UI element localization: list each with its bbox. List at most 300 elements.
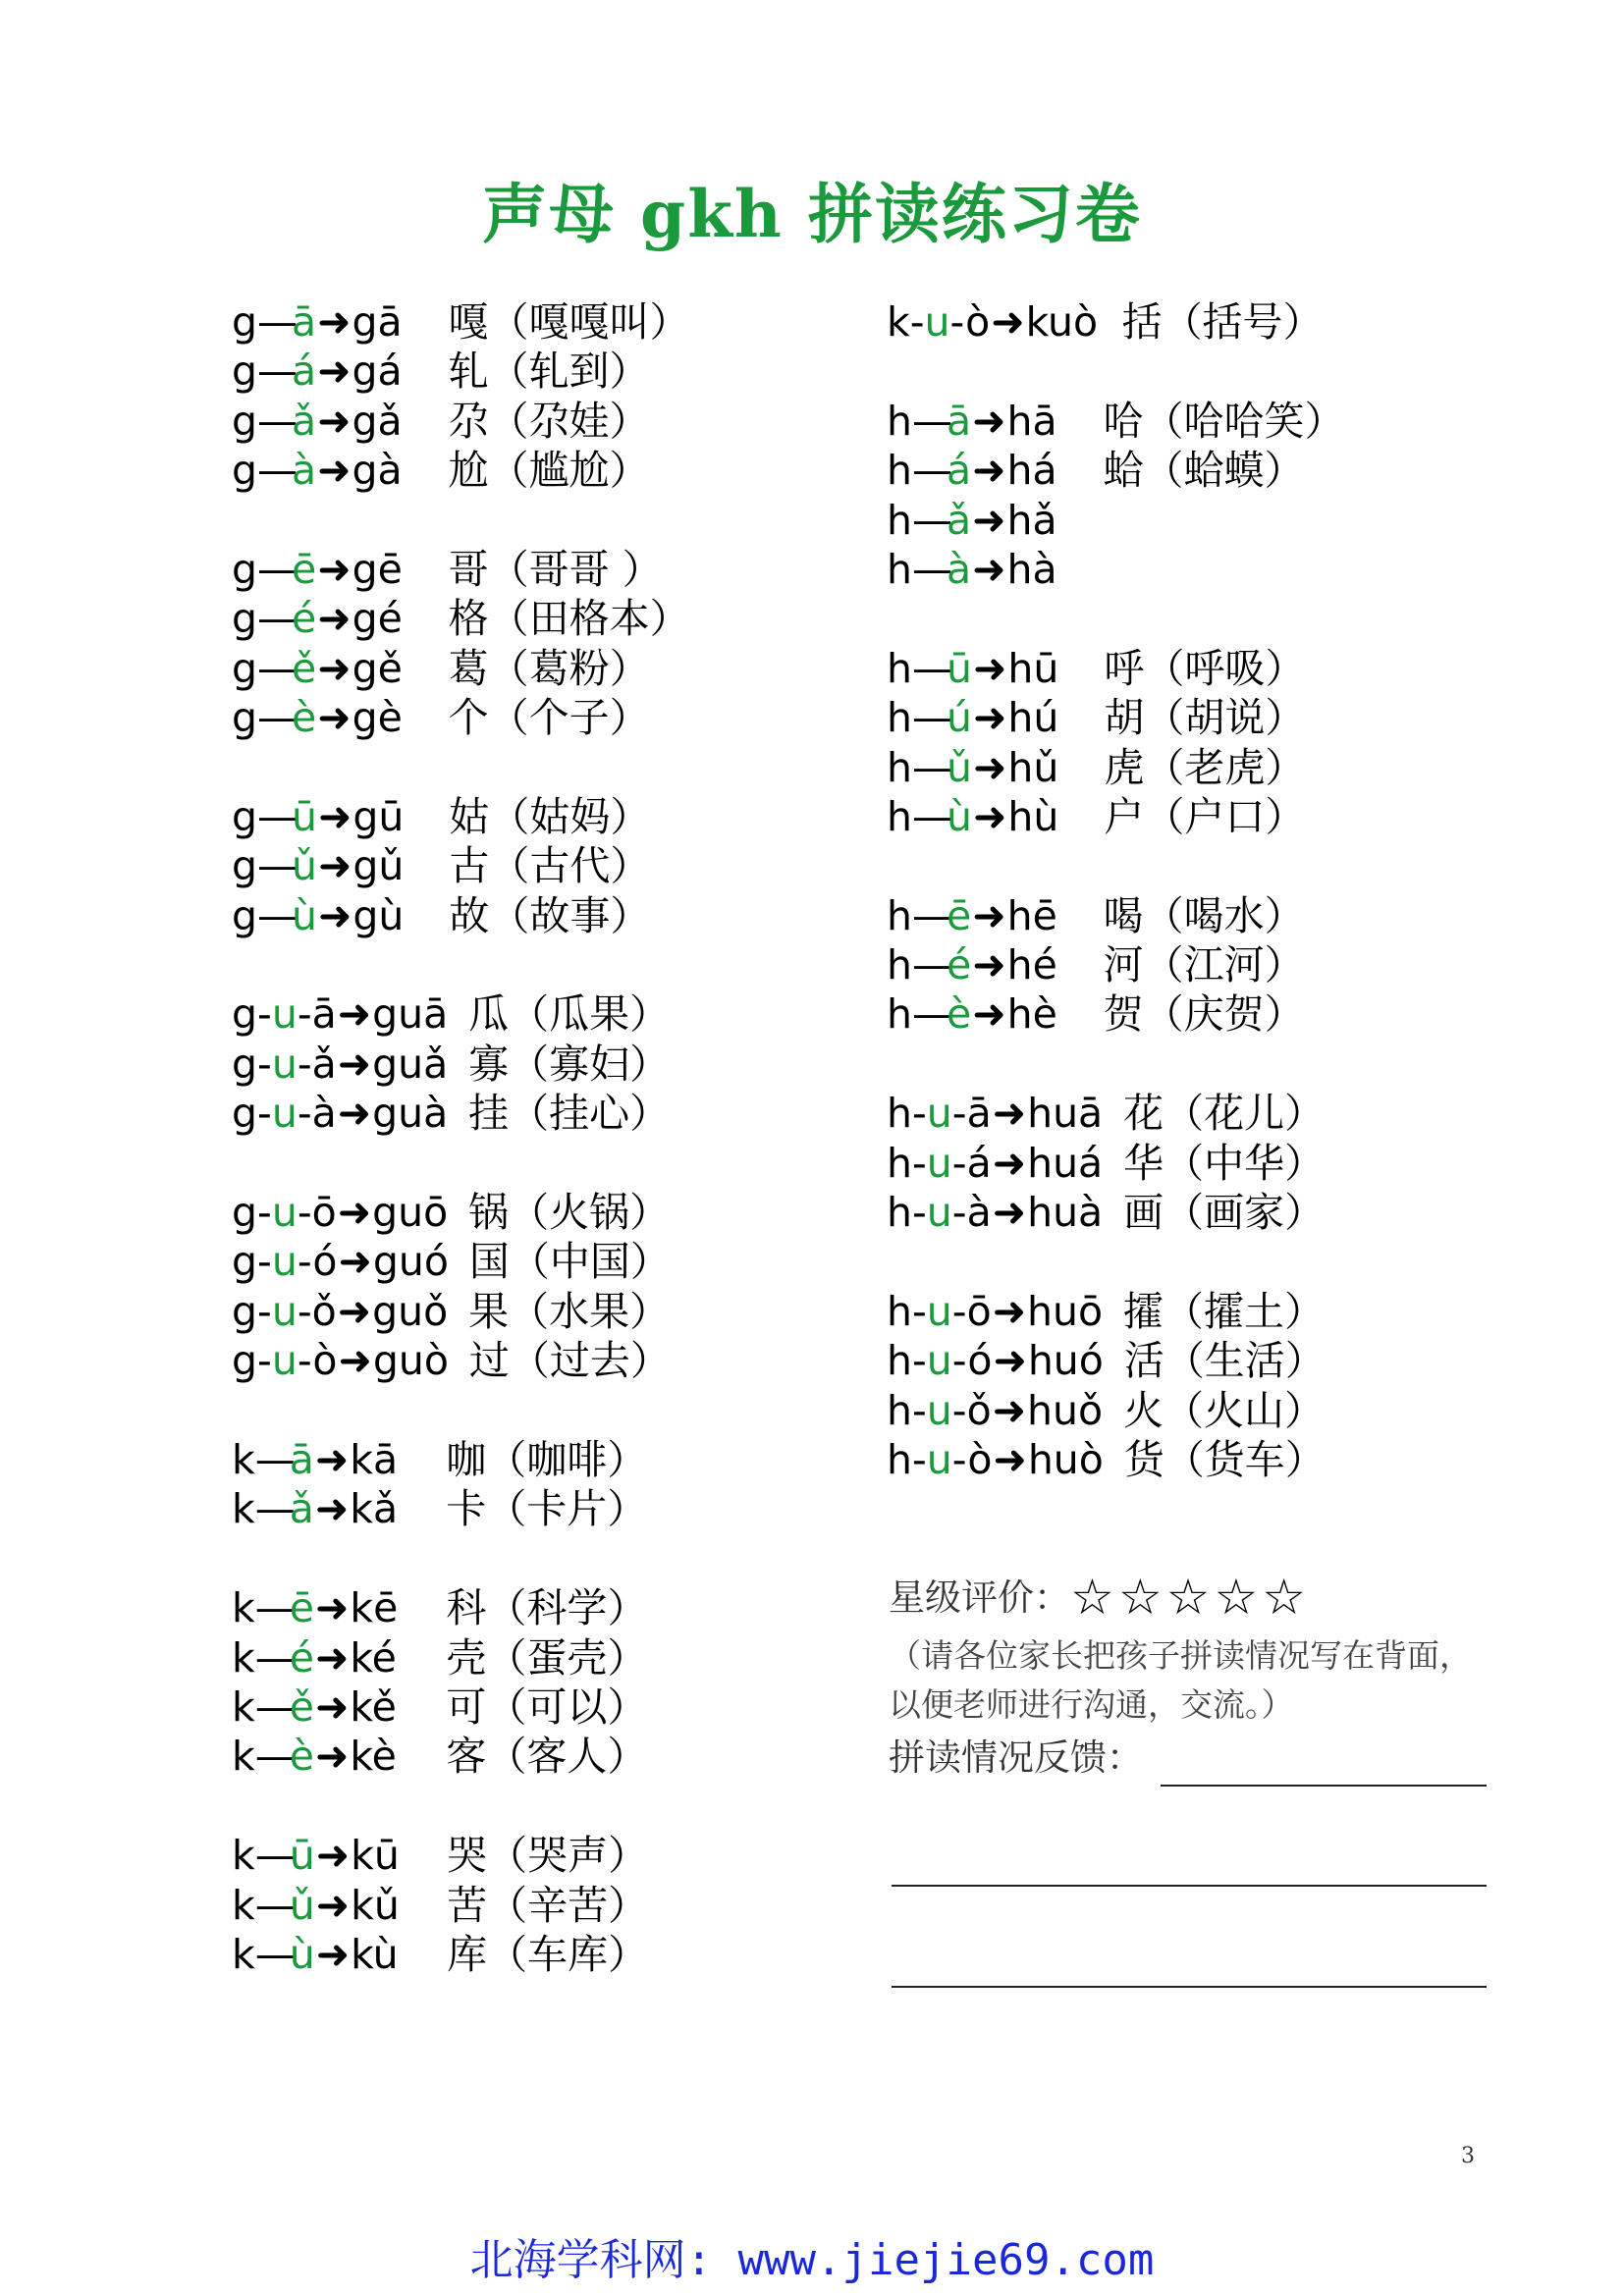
- pinyin-row: [232, 1336, 690, 1385]
- character: 故: [449, 891, 490, 939]
- final: ā: [966, 1090, 992, 1138]
- syllable: huà: [1027, 1189, 1104, 1237]
- example-word: （车库）: [487, 1930, 649, 1978]
- example-word: （蛋壳）: [486, 1633, 648, 1682]
- arrow-icon: ➜: [318, 891, 352, 939]
- pinyin-row: [887, 1089, 1344, 1138]
- example-word: （嘎嘎叫）: [488, 298, 690, 346]
- medial: u: [926, 1435, 952, 1483]
- syllable: kē: [350, 1584, 399, 1632]
- initial: h: [887, 1090, 912, 1138]
- final: à: [292, 447, 317, 495]
- example-word: （呼吸）: [1144, 644, 1306, 692]
- pinyin-row: [232, 1188, 690, 1237]
- spacer: [232, 1386, 690, 1435]
- example-word: （胡说）: [1144, 694, 1306, 742]
- character: 瓜: [468, 990, 510, 1039]
- syllable: kě: [350, 1682, 397, 1731]
- initial: k: [232, 1682, 255, 1731]
- pinyin-row: [232, 1287, 690, 1336]
- example-word: （可以）: [486, 1682, 648, 1731]
- separator: —: [254, 1733, 290, 1781]
- example-word: （瓜果）: [509, 990, 671, 1039]
- initial: g: [232, 792, 258, 840]
- example-word: （哥哥 ）: [488, 545, 663, 593]
- example-word: （江河）: [1143, 941, 1305, 989]
- syllable: guó: [372, 1238, 449, 1286]
- final: ǔ: [947, 743, 972, 791]
- initial: g: [232, 1337, 258, 1385]
- pinyin-row: [887, 297, 1344, 347]
- pinyin-row: [232, 1633, 690, 1682]
- final: ū: [289, 1832, 315, 1880]
- final: ǒ: [311, 1287, 337, 1335]
- initial: g: [232, 694, 258, 742]
- character: 胡: [1104, 694, 1145, 742]
- pinyin-row: [887, 693, 1344, 742]
- separator: —: [912, 990, 947, 1039]
- spacer: [887, 1237, 1344, 1286]
- arrow-icon: ➜: [338, 1238, 372, 1286]
- final: è: [292, 694, 317, 742]
- arrow-icon: ➜: [973, 694, 1007, 742]
- separator: —: [912, 496, 947, 544]
- final: ū: [292, 792, 318, 840]
- example-word: （卡片）: [486, 1485, 648, 1533]
- arrow-icon: ➜: [314, 1682, 350, 1731]
- character: 喝: [1103, 891, 1144, 939]
- final: ǎ: [311, 1040, 337, 1088]
- example-word: （火锅）: [509, 1189, 671, 1237]
- separator: -: [912, 1189, 927, 1237]
- spacer: [887, 1040, 1344, 1089]
- pinyin-row: [232, 1237, 690, 1286]
- initial: h: [887, 397, 912, 445]
- example-word: （哈哈笑）: [1143, 397, 1345, 445]
- final: ē: [947, 891, 972, 939]
- initial: k: [232, 1930, 255, 1978]
- separator: —: [912, 743, 947, 791]
- example-word: （户口）: [1144, 792, 1306, 840]
- arrow-icon: ➜: [317, 694, 352, 742]
- example-word: （姑妈）: [489, 792, 651, 840]
- syllable: kā: [350, 1435, 399, 1483]
- syllable: gǔ: [352, 842, 405, 890]
- spacer: [887, 347, 1344, 396]
- example-word: （田格本）: [488, 595, 690, 643]
- syllable: hā: [1006, 397, 1057, 445]
- initial: k: [887, 298, 910, 346]
- spacer: [232, 1139, 690, 1188]
- syllable: kù: [351, 1930, 399, 1978]
- separator: —: [257, 792, 293, 840]
- initial: g: [232, 1090, 258, 1138]
- medial: u: [926, 1139, 952, 1187]
- pinyin-row: [232, 545, 690, 594]
- character: 轧: [448, 347, 489, 396]
- arrow-icon: ➜: [337, 990, 372, 1039]
- initial: h: [887, 447, 912, 495]
- feedback-label: 拼读情况反馈：: [889, 1736, 1143, 1779]
- syllable: guǒ: [372, 1287, 449, 1335]
- pinyin-row: [887, 446, 1344, 495]
- final: ù: [947, 792, 972, 840]
- pinyin-row: [887, 496, 1344, 545]
- initial: g: [232, 990, 258, 1039]
- syllable: huó: [1027, 1337, 1104, 1385]
- syllable: ké: [350, 1633, 397, 1682]
- final: à: [311, 1090, 337, 1138]
- example-word: （水果）: [509, 1287, 671, 1335]
- character: 葛: [448, 644, 489, 692]
- character: 哭: [447, 1832, 488, 1880]
- medial: u: [271, 1238, 298, 1286]
- initial: k: [232, 1584, 255, 1632]
- character: 华: [1123, 1139, 1164, 1187]
- arrow-icon: ➜: [973, 792, 1007, 840]
- arrow-icon: ➜: [972, 941, 1006, 989]
- separator: -: [297, 1090, 312, 1138]
- initial: h: [887, 1337, 912, 1385]
- pinyin-row: [232, 397, 690, 446]
- pinyin-row: [232, 1682, 690, 1732]
- arrow-icon: ➜: [972, 496, 1006, 544]
- example-word: （科学）: [486, 1584, 648, 1632]
- example-word: （辛苦）: [487, 1881, 649, 1929]
- separator: —: [912, 397, 947, 445]
- example-word: （客人）: [486, 1733, 648, 1781]
- separator: -: [951, 1139, 967, 1187]
- syllable: gù: [352, 891, 405, 939]
- pinyin-row: [887, 891, 1344, 940]
- separator: -: [909, 298, 925, 346]
- arrow-icon: ➜: [338, 1337, 372, 1385]
- separator: —: [257, 298, 293, 346]
- syllable: gē: [352, 545, 403, 593]
- example-word: （故事）: [489, 891, 651, 939]
- separator: -: [951, 1189, 967, 1237]
- pinyin-row: [887, 545, 1344, 594]
- final: ě: [289, 1682, 314, 1731]
- example-word: （葛粉）: [488, 644, 650, 692]
- spacer: [887, 594, 1344, 643]
- character: 尕: [448, 397, 489, 445]
- separator: —: [254, 1881, 290, 1929]
- initial: g: [232, 1189, 258, 1237]
- pinyin-row: [232, 1435, 690, 1484]
- final: à: [947, 545, 972, 593]
- syllable: huā: [1027, 1090, 1104, 1138]
- character: 贺: [1103, 990, 1144, 1039]
- character: 户: [1104, 792, 1145, 840]
- initial: h: [887, 891, 912, 939]
- syllable: guā: [372, 990, 449, 1039]
- medial: u: [926, 1090, 952, 1138]
- medial: u: [271, 990, 298, 1039]
- final: ú: [947, 694, 972, 742]
- example-word: （攉土）: [1164, 1287, 1326, 1335]
- rating-label: 星级评价：: [889, 1576, 1070, 1619]
- syllable: hú: [1007, 694, 1059, 742]
- pinyin-row: [232, 841, 690, 890]
- arrow-icon: ➜: [317, 397, 352, 445]
- example-word: （生活）: [1164, 1337, 1326, 1385]
- final: ō: [311, 1189, 337, 1237]
- medial: u: [926, 1189, 952, 1237]
- character: 哥: [448, 545, 489, 593]
- final: ò: [967, 1435, 993, 1483]
- initial: g: [232, 891, 258, 939]
- character: 花: [1123, 1090, 1164, 1138]
- medial: u: [271, 1040, 298, 1088]
- syllable: hū: [1007, 644, 1059, 692]
- separator: —: [254, 1832, 290, 1880]
- arrow-icon: ➜: [972, 447, 1006, 495]
- syllable: guō: [372, 1189, 449, 1237]
- initial: g: [232, 298, 258, 346]
- initial: g: [232, 1287, 258, 1335]
- separator: —: [912, 792, 947, 840]
- final: ò: [965, 298, 991, 346]
- arrow-icon: ➜: [318, 842, 352, 890]
- example-word: （括号）: [1162, 298, 1324, 346]
- final: ǒ: [966, 1386, 992, 1434]
- final: ǎ: [292, 397, 317, 445]
- pinyin-row: [232, 594, 690, 643]
- final: á: [947, 447, 972, 495]
- initial: k: [232, 1435, 255, 1483]
- character: 苦: [447, 1881, 488, 1929]
- initial: h: [887, 545, 912, 593]
- medial: u: [271, 1090, 298, 1138]
- pinyin-row: [887, 989, 1344, 1039]
- separator: -: [912, 1139, 927, 1187]
- character: 河: [1103, 941, 1144, 989]
- separator: —: [257, 545, 293, 593]
- medial: u: [271, 1189, 298, 1237]
- separator: -: [297, 1238, 313, 1286]
- pinyin-row: [232, 446, 690, 495]
- pinyin-row: [232, 347, 690, 396]
- pinyin-row: [232, 1040, 690, 1089]
- initial: g: [232, 842, 258, 890]
- page-title: 声母 gkh 拼读练习卷: [482, 176, 1142, 252]
- pinyin-row: [887, 1188, 1344, 1237]
- character: 锅: [468, 1189, 510, 1237]
- final: é: [292, 595, 317, 643]
- left-column: [232, 297, 690, 1979]
- syllable: huá: [1027, 1139, 1104, 1187]
- initial: g: [232, 347, 258, 396]
- arrow-icon: ➜: [317, 644, 352, 692]
- final: ě: [292, 644, 317, 692]
- final: è: [289, 1733, 314, 1781]
- pinyin-row: [232, 792, 690, 841]
- arrow-icon: ➜: [992, 1090, 1027, 1138]
- character: 活: [1123, 1337, 1164, 1385]
- character: 画: [1123, 1189, 1164, 1237]
- separator: -: [912, 1337, 927, 1385]
- example-word: （尕娃）: [488, 397, 650, 445]
- character: 攉: [1123, 1287, 1164, 1335]
- separator: —: [912, 545, 947, 593]
- arrow-icon: ➜: [314, 1633, 350, 1682]
- separator: -: [912, 1090, 927, 1138]
- star-rating: [889, 1569, 1311, 1626]
- final: ò: [312, 1337, 338, 1385]
- initial: h: [887, 644, 912, 692]
- initial: h: [887, 1287, 912, 1335]
- character: 哈: [1103, 397, 1144, 445]
- separator: —: [912, 644, 947, 692]
- final: è: [947, 990, 972, 1039]
- pinyin-row: [232, 1831, 690, 1880]
- final: é: [947, 941, 972, 989]
- spacer: [232, 743, 690, 792]
- separator: -: [297, 1189, 312, 1237]
- separator: -: [912, 1386, 927, 1434]
- arrow-icon: ➜: [993, 1435, 1027, 1483]
- pinyin-row: [887, 1336, 1344, 1385]
- example-word: （尴尬）: [488, 447, 650, 495]
- final: ē: [292, 545, 317, 593]
- final: ǎ: [289, 1485, 314, 1533]
- character: 火: [1123, 1386, 1164, 1434]
- example-word: （货车）: [1164, 1435, 1326, 1483]
- character: 咖: [446, 1435, 487, 1483]
- character: 科: [446, 1584, 487, 1632]
- arrow-icon: ➜: [992, 1287, 1027, 1335]
- arrow-icon: ➜: [314, 1485, 350, 1533]
- rating-stars[interactable]: ☆☆☆☆☆: [1070, 1569, 1311, 1626]
- example-word: （庆贺）: [1143, 990, 1305, 1039]
- example-word: （咖啡）: [486, 1435, 648, 1483]
- final: ē: [289, 1584, 314, 1632]
- medial: u: [926, 1337, 952, 1385]
- pinyin-row: [232, 693, 690, 742]
- character: 寡: [468, 1040, 510, 1088]
- initial: h: [887, 743, 912, 791]
- pinyin-row: [887, 1287, 1344, 1336]
- separator: —: [254, 1930, 290, 1978]
- syllable: guà: [372, 1090, 449, 1138]
- example-word: （火山）: [1164, 1386, 1326, 1434]
- separator: -: [297, 990, 312, 1039]
- example-word: （寡妇）: [509, 1040, 671, 1088]
- separator: —: [254, 1584, 290, 1632]
- example-word: （中华）: [1164, 1139, 1326, 1187]
- initial: h: [887, 1435, 912, 1483]
- initial: g: [232, 1238, 258, 1286]
- example-word: （老虎）: [1144, 743, 1306, 791]
- character: 姑: [449, 792, 490, 840]
- initial: h: [887, 1139, 912, 1187]
- arrow-icon: ➜: [314, 1584, 350, 1632]
- initial: k: [232, 1832, 255, 1880]
- arrow-icon: ➜: [973, 644, 1007, 692]
- example-word: （哭声）: [487, 1832, 649, 1880]
- separator: —: [912, 694, 947, 742]
- character: 虎: [1104, 743, 1145, 791]
- parent-note: （请各位家长把孩子拼读情况写在背面，以便老师进行沟通，交流。）: [889, 1636, 1472, 1724]
- arrow-icon: ➜: [315, 1832, 351, 1880]
- initial: h: [887, 941, 912, 989]
- syllable: huò: [1027, 1435, 1104, 1483]
- character: 尬: [448, 447, 489, 495]
- initial: h: [887, 990, 912, 1039]
- final: à: [966, 1189, 992, 1237]
- arrow-icon: ➜: [973, 743, 1007, 791]
- pinyin-row: [887, 644, 1344, 693]
- initial: k: [232, 1485, 255, 1533]
- example-word: （过去）: [509, 1337, 671, 1385]
- arrow-icon: ➜: [972, 397, 1006, 445]
- separator: -: [912, 1287, 927, 1335]
- initial: g: [232, 447, 258, 495]
- pinyin-row: [232, 297, 690, 347]
- arrow-icon: ➜: [314, 1733, 350, 1781]
- character: 过: [468, 1337, 510, 1385]
- syllable: hù: [1007, 792, 1059, 840]
- character: 古: [449, 842, 490, 890]
- arrow-icon: ➜: [315, 1930, 351, 1978]
- spacer: [232, 1534, 690, 1583]
- separator: -: [257, 1238, 272, 1286]
- separator: —: [254, 1682, 290, 1731]
- arrow-icon: ➜: [972, 891, 1006, 939]
- initial: h: [887, 1386, 912, 1434]
- separator: —: [254, 1485, 290, 1533]
- final: ǎ: [947, 496, 972, 544]
- syllable: hè: [1006, 990, 1057, 1039]
- separator: —: [257, 595, 293, 643]
- separator: —: [257, 397, 293, 445]
- arrow-icon: ➜: [337, 1189, 372, 1237]
- syllable: kǔ: [351, 1881, 400, 1929]
- feedback-line-3[interactable]: [892, 1986, 1487, 1988]
- separator: -: [297, 1287, 312, 1335]
- syllable: gě: [352, 644, 403, 692]
- syllable: kè: [350, 1733, 397, 1781]
- feedback-line-2[interactable]: [892, 1885, 1487, 1887]
- initial: k: [232, 1881, 255, 1929]
- arrow-icon: ➜: [337, 1287, 372, 1335]
- arrow-icon: ➜: [317, 347, 352, 396]
- separator: -: [257, 990, 272, 1039]
- character: 括: [1121, 298, 1163, 346]
- syllable: kǎ: [350, 1485, 399, 1533]
- separator: -: [297, 1040, 312, 1088]
- syllable: guò: [372, 1337, 449, 1385]
- syllable: gá: [352, 347, 403, 396]
- separator: -: [257, 1090, 272, 1138]
- separator: —: [254, 1435, 290, 1483]
- final: á: [966, 1139, 992, 1187]
- separator: —: [257, 842, 293, 890]
- final: ó: [967, 1337, 993, 1385]
- feedback-line-1[interactable]: [1161, 1785, 1487, 1787]
- example-word: （轧到）: [488, 347, 650, 396]
- arrow-icon: ➜: [317, 595, 352, 643]
- syllable: hǔ: [1007, 743, 1059, 791]
- final: ā: [947, 397, 972, 445]
- syllable: guǎ: [372, 1040, 449, 1088]
- final: é: [289, 1633, 314, 1682]
- arrow-icon: ➜: [992, 1189, 1027, 1237]
- character: 国: [468, 1238, 510, 1286]
- separator: —: [254, 1633, 290, 1682]
- arrow-icon: ➜: [317, 447, 352, 495]
